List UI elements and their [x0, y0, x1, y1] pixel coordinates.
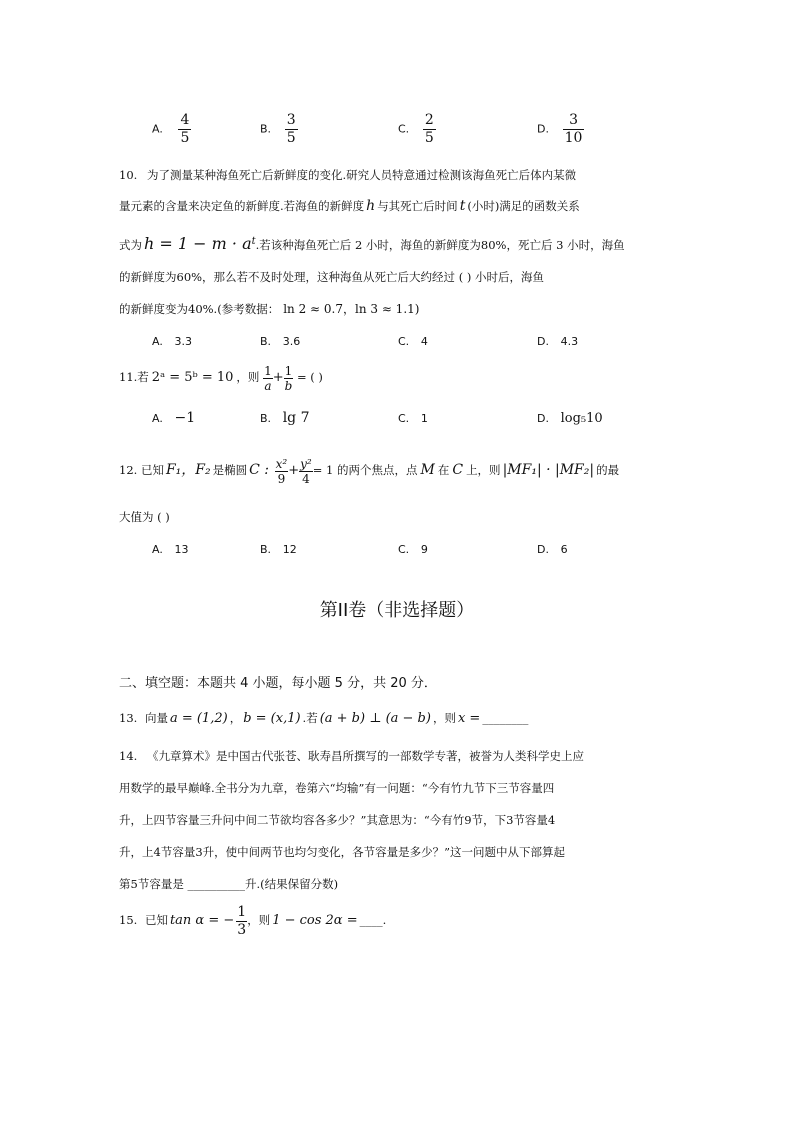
q11-option-d: D. log₅10	[537, 411, 603, 426]
q12-option-d: D. 6	[537, 543, 568, 556]
q10-line-2: 量元素的含量来决定鱼的新鲜度.若海鱼的新鲜度 h 与其死亡后时间 t (小时)满足的函数关系	[119, 198, 580, 214]
section-title: 第II卷（非选择题）	[319, 600, 475, 621]
q14-line-2: 用数学的最早巅峰.全书分为九章，卷第六“均输”有一问题：“今有竹九节下三节容量四	[119, 781, 555, 795]
q10-option-a: A. 3.3	[152, 335, 192, 348]
question-number: 10.	[119, 168, 138, 182]
fraction: $\frac{3}{10}$	[564, 112, 583, 146]
answer-blank[interactable]: __________	[187, 877, 245, 891]
q9-option-a	[152, 112, 191, 147]
fraction: $\frac{4}{5}$	[180, 112, 190, 146]
q10-line-4: 的新鲜度为60%，那么若不及时处理，这种海鱼从死亡后大约经过 ( ) 小时后，海鱼	[119, 270, 544, 284]
q10-line-3: 式为 $h = 1 - m \cdot a^t$.若该种海鱼死亡后 2 小时，海鱼的新鲜度为80%，死亡后 3 小时，海鱼	[119, 233, 625, 253]
q9-option-d	[537, 112, 584, 147]
q9-option-b	[260, 112, 298, 147]
q10-option-c: C. 4	[398, 335, 428, 348]
fraction: $\frac{1}{a}$	[264, 363, 272, 393]
fraction: $\frac{\text{y²}}{4}$	[300, 456, 312, 486]
q12-option-b: B. 12	[260, 543, 297, 556]
question-number: 12.	[119, 463, 138, 477]
answer-blank[interactable]: ____	[359, 913, 383, 927]
answer-blank[interactable]: ________	[482, 711, 529, 725]
fraction: $\frac{3}{5}$	[286, 112, 296, 146]
q15-stem: 15. 已知 tan α = − $\frac{1}{3}$ ，则 1 − cos 2α = ____.	[119, 903, 387, 938]
q12-stem: 12. 已知 F₁，F₂ 是椭圆 C : $\frac{\text{x²}}{9}$ + $\frac{\text{y²}}{4}$ = 1 的两个焦点，点 M 在 C 上，则 |MF₁| · |MF₂| 的最	[119, 456, 620, 486]
q9-option-c	[398, 112, 436, 147]
q14-line-1: 14. 《九章算术》是中国古代张苍、耿寿昌所撰写的一部数学专著，被誉为人类科学史上应	[119, 749, 584, 763]
q10-option-d: D. 4.3	[537, 335, 579, 348]
q12-line-2: 大值为 ( )	[119, 510, 170, 524]
q13-stem: 13. 向量 a = (1,2) ， b = (x,1) .若 (a + b) ⊥ (a − b) ，则 x = ________	[119, 711, 529, 726]
question-number: 11.	[119, 370, 138, 384]
q12-option-a: A. 13	[152, 543, 189, 556]
q14-line-4: 升，上4节容量3升，使中间两节也均匀变化，各节容量是多少？”这一问题中从下部算起	[119, 845, 566, 859]
q10-line-1: 10. 为了测量某种海鱼死亡后新鲜度的变化.研究人员特意通过检测该海鱼死亡后体内某微	[119, 168, 577, 182]
q14-line-3: 升，上四节容量三升问中间二节欲均容各多少？”其意思为：“今有竹9节，下3节容量4	[119, 813, 556, 827]
q10-option-b: B. 3.6	[260, 335, 301, 348]
part-heading: 二、填空题：本题共 4 小题，每小题 5 分，共 20 分．	[119, 676, 437, 691]
q14-line-5: 第5节容量是 __________升.(结果保留分数)	[119, 877, 339, 891]
fraction: $\frac{2}{5}$	[424, 112, 434, 146]
option-label: D.	[537, 122, 549, 136]
q12-option-c: C. 9	[398, 543, 428, 556]
fraction: $\frac{1}{3}$	[237, 903, 247, 938]
option-label: A.	[152, 122, 163, 136]
q11-option-a: A. −1	[152, 410, 196, 426]
q11-option-c: C. 1	[398, 412, 428, 425]
q10-line-5: 的新鲜度变为40%.(参考数据： ln 2 ≈ 0.7，ln 3 ≈ 1.1)	[119, 302, 420, 316]
fraction: $\frac{\text{x²}}{9}$	[275, 456, 288, 486]
question-number: 14.	[119, 749, 138, 763]
q11-stem: 11.若 2ᵃ = 5ᵇ = 10 ，则 $\frac{1}{a}$ + $\frac{1}{b}$ = ( )	[119, 363, 323, 393]
option-label: C.	[398, 122, 410, 136]
question-number: 15.	[119, 913, 138, 927]
question-number: 13.	[119, 711, 138, 725]
q11-option-b: B. lg 7	[260, 410, 310, 426]
option-label: B.	[260, 122, 272, 136]
fraction: $\frac{1}{b}$	[284, 363, 293, 393]
